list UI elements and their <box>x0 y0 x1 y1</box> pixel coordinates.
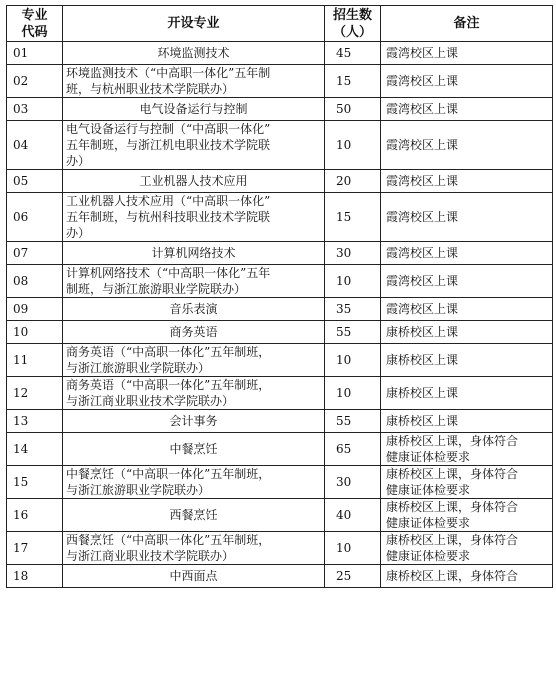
cell-major <box>63 532 325 565</box>
cell-code: 16 <box>7 499 63 532</box>
cell-major <box>63 242 325 265</box>
cell-major-line: 与浙江商业职业技术学院联办） <box>66 549 235 563</box>
cell-code: 18 <box>7 565 63 588</box>
table-row <box>7 499 553 532</box>
cell-code: 03 <box>7 98 63 121</box>
cell-code: 04 <box>7 121 63 170</box>
cell-note <box>381 265 553 298</box>
cell-major-line: 西餐烹饪（“中高职一体化”五年制班， <box>66 533 271 547</box>
cell-code: 12 <box>7 377 63 410</box>
cell-note <box>381 499 553 532</box>
cell-code: 17 <box>7 532 63 565</box>
cell-major-line: 中西面点 <box>169 569 218 583</box>
cell-major <box>63 565 325 588</box>
cell-note-line: 霞湾校区上课 <box>386 302 459 316</box>
table-row <box>7 242 553 265</box>
cell-note-line: 霞湾校区上课 <box>386 46 459 60</box>
enrollment-table <box>6 5 553 588</box>
cell-note <box>381 466 553 499</box>
header-count <box>325 6 381 42</box>
cell-note <box>381 321 553 344</box>
cell-note <box>381 193 553 242</box>
cell-major <box>63 193 325 242</box>
header-count-line-1: 招生数 <box>332 7 372 23</box>
table-row <box>7 377 553 410</box>
cell-note-line: 康桥校区上课 <box>386 325 459 339</box>
cell-code: 10 <box>7 321 63 344</box>
cell-major <box>63 42 325 65</box>
cell-major-line: 电气设备运行与控制（“中高职一体化” <box>66 122 271 136</box>
table-row <box>7 193 553 242</box>
cell-count: 10 <box>325 344 381 377</box>
cell-count: 10 <box>325 377 381 410</box>
cell-major <box>63 98 325 121</box>
cell-note <box>381 532 553 565</box>
cell-note-line: 健康证体检要求 <box>386 549 471 563</box>
cell-major-line: 工业机器人技术应用（“中高职一体化” <box>66 194 271 208</box>
cell-major <box>63 344 325 377</box>
table-row <box>7 321 553 344</box>
table-row <box>7 121 553 170</box>
cell-note-line: 霞湾校区上课 <box>386 246 459 260</box>
cell-count: 55 <box>325 410 381 433</box>
cell-note-line: 霞湾校区上课 <box>386 274 459 288</box>
header-row <box>7 6 553 42</box>
cell-note <box>381 433 553 466</box>
cell-major-line: 工业机器人技术应用 <box>139 174 248 188</box>
cell-count: 40 <box>325 499 381 532</box>
cell-count: 15 <box>325 65 381 98</box>
cell-code: 11 <box>7 344 63 377</box>
table-row <box>7 265 553 298</box>
cell-major-line: 商务英语（“中高职一体化”五年制班， <box>66 345 271 359</box>
table-row <box>7 298 553 321</box>
cell-major-line: 办） <box>66 154 91 168</box>
cell-count: 30 <box>325 242 381 265</box>
cell-major <box>63 65 325 98</box>
cell-major-line: 电气设备运行与控制 <box>139 102 248 116</box>
table-row <box>7 98 553 121</box>
cell-note-line: 康桥校区上课，身体符合 <box>386 569 519 583</box>
cell-major <box>63 377 325 410</box>
cell-note-line: 健康证体检要求 <box>386 450 471 464</box>
cell-major-line: 环境监测技术（“中高职一体化”五年制 <box>66 66 271 80</box>
cell-note-line: 霞湾校区上课 <box>386 102 459 116</box>
table-row <box>7 65 553 98</box>
cell-major-line: 商务英语 <box>169 325 218 339</box>
cell-major-line: 制班，与浙江旅游职业学院联办） <box>66 282 247 296</box>
header-major: 开设专业 <box>63 6 325 42</box>
cell-code: 01 <box>7 42 63 65</box>
cell-major-line: 与浙江商业职业技术学院联办） <box>66 394 235 408</box>
cell-note <box>381 298 553 321</box>
cell-major-line: 五年制班，与浙江机电职业技术学院联 <box>66 138 271 152</box>
cell-major <box>63 433 325 466</box>
cell-major <box>63 170 325 193</box>
cell-note <box>381 344 553 377</box>
cell-count: 10 <box>325 532 381 565</box>
cell-count: 45 <box>325 42 381 65</box>
enrollment-table-container <box>6 5 552 588</box>
table-row <box>7 410 553 433</box>
cell-note <box>381 377 553 410</box>
cell-major-line: 班，与杭州职业技术学院联办） <box>66 82 235 96</box>
table-row <box>7 433 553 466</box>
table-body <box>7 42 553 588</box>
cell-note <box>381 565 553 588</box>
cell-major-line: 计算机网络技术 <box>151 246 236 260</box>
cell-major <box>63 499 325 532</box>
cell-note-line: 康桥校区上课，身体符合 <box>386 434 519 448</box>
cell-major <box>63 265 325 298</box>
cell-note <box>381 98 553 121</box>
cell-note-line: 霞湾校区上课 <box>386 174 459 188</box>
cell-major-line: 五年制班，与杭州科技职业技术学院联 <box>66 210 271 224</box>
header-count-line-2: （人） <box>332 24 372 40</box>
cell-major-line: 与浙江旅游职业学院联办） <box>66 361 211 375</box>
cell-major <box>63 321 325 344</box>
cell-count: 15 <box>325 193 381 242</box>
cell-note-line: 霞湾校区上课 <box>386 74 459 88</box>
cell-count: 35 <box>325 298 381 321</box>
cell-code: 07 <box>7 242 63 265</box>
cell-major-line: 会计事务 <box>169 414 218 428</box>
cell-count: 10 <box>325 265 381 298</box>
cell-count: 10 <box>325 121 381 170</box>
cell-note-line: 健康证体检要求 <box>386 516 471 530</box>
table-row <box>7 532 553 565</box>
cell-note-line: 康桥校区上课，身体符合 <box>386 467 519 481</box>
table-row <box>7 565 553 588</box>
cell-note-line: 健康证体检要求 <box>386 483 471 497</box>
cell-count: 55 <box>325 321 381 344</box>
cell-count: 20 <box>325 170 381 193</box>
cell-code: 09 <box>7 298 63 321</box>
cell-major-line: 环境监测技术 <box>157 46 230 60</box>
cell-code: 06 <box>7 193 63 242</box>
cell-code: 02 <box>7 65 63 98</box>
header-code-line-2: 代码 <box>21 24 48 40</box>
table-row <box>7 344 553 377</box>
cell-major <box>63 410 325 433</box>
cell-note <box>381 65 553 98</box>
header-note: 备注 <box>381 6 553 42</box>
cell-major-line: 与浙江旅游职业学院联办） <box>66 483 211 497</box>
cell-note-line: 康桥校区上课 <box>386 414 459 428</box>
cell-major-line: 中餐烹饪（“中高职一体化”五年制班， <box>66 467 271 481</box>
cell-note-line: 康桥校区上课 <box>386 386 459 400</box>
cell-note-line: 康桥校区上课，身体符合 <box>386 500 519 514</box>
cell-note <box>381 170 553 193</box>
cell-note <box>381 42 553 65</box>
cell-note <box>381 410 553 433</box>
cell-major-line: 中餐烹饪 <box>169 442 218 456</box>
cell-major <box>63 466 325 499</box>
cell-code: 15 <box>7 466 63 499</box>
cell-major-line: 商务英语（“中高职一体化”五年制班， <box>66 378 271 392</box>
cell-note-line: 霞湾校区上课 <box>386 210 459 224</box>
header-code-line-1: 专业 <box>21 7 48 23</box>
header-code <box>7 6 63 42</box>
cell-major-line: 西餐烹饪 <box>169 508 218 522</box>
cell-code: 13 <box>7 410 63 433</box>
table-row <box>7 42 553 65</box>
cell-note-line: 康桥校区上课，身体符合 <box>386 533 519 547</box>
cell-note <box>381 121 553 170</box>
cell-note <box>381 242 553 265</box>
cell-code: 14 <box>7 433 63 466</box>
cell-note-line: 霞湾校区上课 <box>386 138 459 152</box>
cell-count: 65 <box>325 433 381 466</box>
cell-note-line: 康桥校区上课 <box>386 353 459 367</box>
cell-count: 30 <box>325 466 381 499</box>
table-row <box>7 466 553 499</box>
cell-code: 05 <box>7 170 63 193</box>
cell-major <box>63 298 325 321</box>
cell-count: 25 <box>325 565 381 588</box>
table-row <box>7 170 553 193</box>
cell-major-line: 计算机网络技术（“中高职一体化”五年 <box>66 266 271 280</box>
cell-code: 08 <box>7 265 63 298</box>
cell-count: 50 <box>325 98 381 121</box>
cell-major <box>63 121 325 170</box>
cell-major-line: 音乐表演 <box>169 302 218 316</box>
cell-major-line: 办） <box>66 226 91 240</box>
